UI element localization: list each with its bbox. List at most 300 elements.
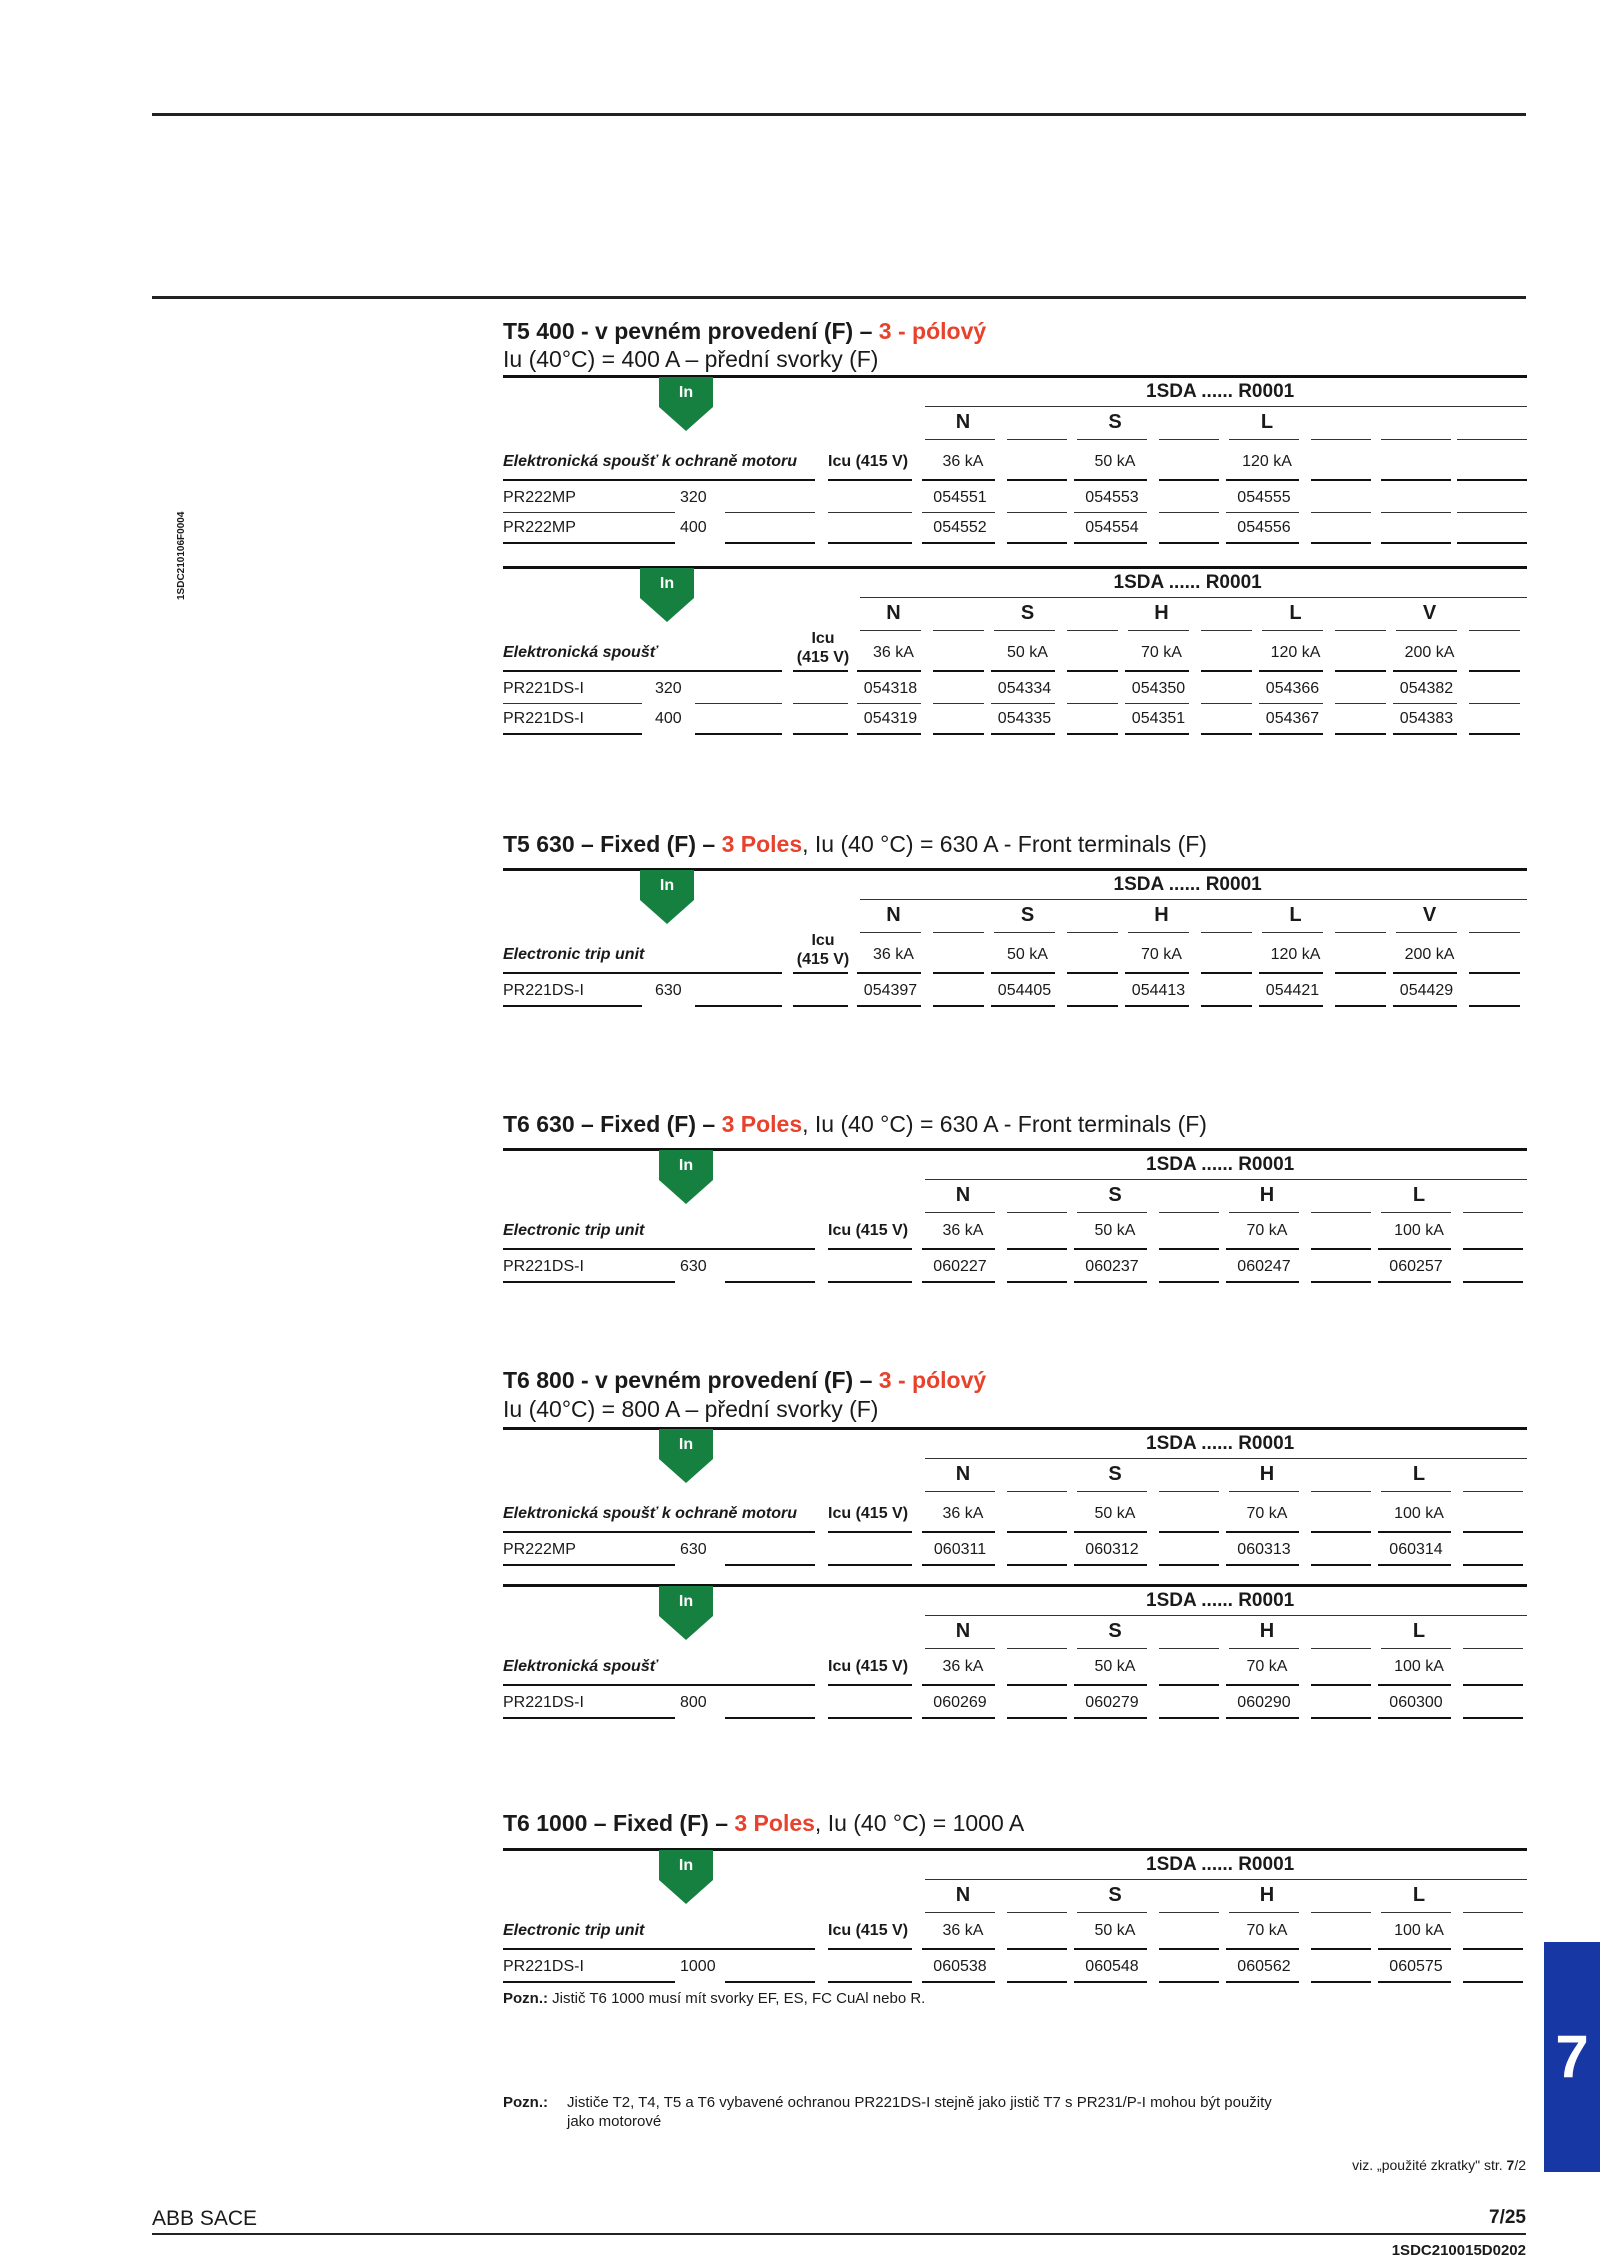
title-poles: 3 - pólový [878,318,987,344]
grid-line [1077,439,1147,440]
row-rule [1007,1281,1067,1283]
order-code: 060247 [1237,1258,1291,1275]
row-rule [1463,1948,1523,1950]
row-rule [828,1531,912,1533]
order-code-header: 1SDA ...... R0001 [1146,1854,1295,1875]
row-rule [922,479,995,481]
row-rule [1074,542,1147,544]
in-badge-label: In [678,1436,694,1453]
row-rule [503,1281,675,1283]
grid-line [922,512,995,513]
grid-line [1463,1648,1523,1649]
order-code: 060575 [1389,1958,1443,1975]
row-rule [1335,733,1386,735]
grid-line [1262,932,1323,933]
order-code-header: 1SDA ...... R0001 [1146,1154,1295,1175]
row-rule [1074,1564,1147,1566]
t6-800-title [503,1367,986,1394]
trip-unit-label: Electronic trip unit [503,1222,645,1239]
grid-line [1311,439,1371,440]
row-rule [1201,972,1252,974]
row-rule [1311,1281,1371,1283]
breaking-capacity: 36 kA [942,453,984,470]
row-rule [1226,1531,1299,1533]
grid-line [860,899,1527,900]
grid-line [860,630,921,631]
grid-line [1067,703,1118,704]
column-header-s: S [1108,1620,1122,1642]
grid-line [857,703,921,704]
breaking-capacity: 36 kA [873,644,914,661]
row-rule [1393,733,1457,735]
grid-line [1128,932,1189,933]
order-code-header: 1SDA ...... R0001 [1113,572,1262,593]
grid-line [925,1648,995,1649]
row-rule [828,1281,912,1283]
breaking-capacity: 70 kA [1246,1505,1288,1522]
row-rule [503,1531,815,1533]
grid-line [925,1491,995,1492]
row-rule [933,733,984,735]
grid-line [1229,1648,1299,1649]
order-code: 054552 [933,519,987,536]
row-rule [991,670,1055,672]
row-rule [1007,1531,1067,1533]
grid-line [994,932,1055,933]
row-rule [933,670,984,672]
in-badge-label: In [678,1857,694,1874]
row-rule [1159,1981,1219,1983]
grid-line [1077,1648,1147,1649]
section-rule [152,296,1526,299]
order-code: 054555 [1237,489,1291,506]
row-rule [1125,1005,1189,1007]
grid-line [933,932,984,933]
row-rule [1311,1948,1371,1950]
row-rule [1469,972,1520,974]
row-rule [1007,1564,1067,1566]
t5-400-title [503,318,986,345]
order-code: 060237 [1085,1258,1139,1275]
order-code: 054334 [997,680,1052,697]
order-code: 054351 [1131,710,1186,727]
row-rule [1457,479,1527,481]
order-code: 060311 [933,1541,987,1558]
grid-line [994,630,1055,631]
order-code-header: 1SDA ...... R0001 [1146,1433,1295,1454]
column-header-s: S [1020,602,1035,624]
row-rule [503,1684,815,1686]
order-code: 054383 [1399,710,1454,727]
column-header-n: N [886,904,901,926]
row-rule [503,542,675,544]
abbreviations-reference [1352,2157,1526,2173]
in-badge [659,1850,713,1896]
row-rule [1378,1564,1451,1566]
grid-line [1396,932,1457,933]
order-code: 054421 [1265,982,1320,999]
viz-page: 7 [1506,2157,1515,2173]
title-poles: 3 Poles [721,1111,803,1137]
row-rule [1201,670,1252,672]
title-text: T5 400 - v pevném provedení (F) – [503,318,879,344]
bottom-note [503,2094,548,2111]
row-rule [1159,542,1219,544]
row-rule [1463,1281,1523,1283]
row-rule [1311,1564,1371,1566]
trip-unit-name: PR222MP [503,519,576,536]
grid-line [1381,1491,1451,1492]
trip-unit-label: Elektronická spoušť [503,1658,658,1675]
row-rule [1463,1684,1523,1686]
row-rule [1159,1248,1219,1250]
column-header-l: L [1260,411,1274,433]
rated-current: 320 [680,489,707,506]
grid-line [860,597,1527,598]
top-rule [152,113,1526,116]
row-rule [1067,1005,1118,1007]
trip-unit-name: PR222MP [503,1541,576,1558]
grid-line [1381,1648,1451,1649]
grid-line [1007,512,1067,513]
rated-current: 630 [680,1541,707,1558]
row-rule [1393,1005,1457,1007]
row-rule [1393,972,1457,974]
t6-800-subtitle: Iu (40°C) = 800 A – přední svorky (F) [503,1396,879,1422]
grid-line [1007,439,1067,440]
breaking-capacity: 36 kA [942,1505,984,1522]
breaking-capacity: 100 kA [1394,1222,1444,1239]
rated-current: 320 [655,680,682,697]
breaking-capacity: 100 kA [1394,1922,1444,1939]
row-rule [695,733,782,735]
grid-line [1159,1212,1219,1213]
row-rule [725,1281,815,1283]
row-rule [793,670,848,672]
column-header-n: N [886,602,901,624]
icu-label-line2: (415 V) [796,649,850,666]
column-header-h: H [1259,1463,1275,1485]
grid-line [1229,1912,1299,1913]
row-rule [1007,1717,1067,1719]
row-rule [1463,1531,1523,1533]
order-code: 054554 [1085,519,1139,536]
grid-line [1201,703,1252,704]
trip-unit-name: PR221DS-I [503,680,584,697]
grid-line [1159,439,1219,440]
title-poles: 3 Poles [721,831,803,857]
grid-line [503,703,642,704]
grid-line [925,1615,1527,1616]
chapter-number: 7 [1555,2023,1589,2090]
column-header-l: L [1289,602,1302,624]
grid-line [1007,1491,1067,1492]
footer-page-number: 7/25 [1489,2207,1526,2228]
row-rule [1378,1531,1451,1533]
grid-line [1077,1212,1147,1213]
title-rest: , Iu (40 °C) = 630 A - Front terminals (F) [802,831,1207,857]
in-badge [659,377,713,423]
row-rule [1159,1948,1219,1950]
row-rule [1311,479,1371,481]
in-badge [659,1150,713,1196]
grid-line [1381,439,1451,440]
row-rule [933,972,984,974]
order-code: 054367 [1265,710,1320,727]
note-label: Pozn.: [503,1990,548,2007]
row-rule [503,479,815,481]
row-rule [828,1684,912,1686]
breaking-capacity: 36 kA [942,1658,984,1675]
grid-line [725,512,815,513]
row-rule [1226,1948,1299,1950]
breaking-capacity: 120 kA [1270,946,1321,963]
chapter-tab[interactable] [1544,1942,1600,2172]
grid-line [1311,1648,1371,1649]
trip-unit-label: Electronic trip unit [503,946,645,963]
grid-line [503,512,675,513]
in-badge [640,870,694,916]
row-rule [828,1717,912,1719]
grid-line [925,1458,1527,1459]
column-header-h: H [1154,904,1169,926]
row-rule [1074,1684,1147,1686]
in-badge [659,1429,713,1475]
column-header-n: N [955,1184,971,1206]
breaking-capacity: 200 kA [1404,946,1455,963]
row-rule [1381,542,1451,544]
row-rule [1378,1948,1451,1950]
breaking-capacity: 120 kA [1242,453,1292,470]
grid-line [1074,512,1147,513]
order-code-header: 1SDA ...... R0001 [1113,874,1262,895]
row-rule [1463,1717,1523,1719]
row-rule [1311,1981,1371,1983]
row-rule [503,972,782,974]
row-rule [725,1564,815,1566]
row-rule [1159,479,1219,481]
order-code: 060562 [1237,1958,1291,1975]
row-rule [1226,1564,1299,1566]
row-rule [1074,479,1147,481]
icu-label: Icu (415 V) [828,1922,909,1939]
grid-line [1457,439,1527,440]
row-rule [1226,1981,1299,1983]
row-rule [695,1005,782,1007]
row-rule [1378,1248,1451,1250]
breaking-capacity: 100 kA [1394,1505,1444,1522]
grid-line [1159,512,1219,513]
row-rule [1007,1948,1067,1950]
row-rule [793,1005,848,1007]
grid-line [1463,1212,1523,1213]
breaking-capacity: 50 kA [1007,644,1048,661]
trip-unit-name: PR221DS-I [503,710,584,727]
breaking-capacity: 70 kA [1141,644,1182,661]
grid-line [933,703,984,704]
row-rule [1067,733,1118,735]
trip-unit-label: Elektronická spoušť k ochraně motoru [503,1505,797,1522]
grid-line [1226,512,1299,513]
grid-line [1229,439,1299,440]
in-badge [659,1586,713,1632]
grid-line [1067,630,1118,631]
row-rule [1226,1717,1299,1719]
row-rule [1074,1948,1147,1950]
row-rule [1469,733,1520,735]
row-rule [1311,1684,1371,1686]
row-rule [503,670,782,672]
grid-line [1259,703,1323,704]
grid-line [1463,1491,1523,1492]
grid-line [1469,630,1520,631]
column-header-s: S [1020,904,1035,926]
grid-line [828,512,912,513]
row-rule [1201,733,1252,735]
row-rule [1074,1717,1147,1719]
order-code: 054551 [933,489,987,506]
column-header-h: H [1259,1184,1275,1206]
breaking-capacity: 50 kA [1094,1505,1136,1522]
column-header-h: H [1154,602,1169,624]
row-rule [828,1948,912,1950]
grid-line [925,1912,995,1913]
row-rule [1159,1717,1219,1719]
column-header-l: L [1412,1620,1426,1642]
t5-400-subtitle: Iu (40°C) = 400 A – přední svorky (F) [503,346,879,372]
order-code: 060313 [1237,1541,1291,1558]
breaking-capacity: 70 kA [1141,946,1182,963]
row-rule [725,542,815,544]
breaking-capacity: 120 kA [1270,644,1321,661]
row-rule [1226,1248,1299,1250]
trip-unit-name: PR221DS-I [503,1958,584,1975]
row-rule [1074,1281,1147,1283]
row-rule [1159,1684,1219,1686]
row-rule [1007,1248,1067,1250]
column-header-s: S [1108,1463,1122,1485]
order-code: 054335 [997,710,1052,727]
icu-label: Icu (415 V) [828,1505,909,1522]
order-code: 054366 [1265,680,1320,697]
row-rule [725,1981,815,1983]
note-label: Pozn.: [503,2094,548,2111]
row-rule [1226,1281,1299,1283]
t6-1000-title [503,1810,1024,1837]
grid-line [1469,703,1520,704]
row-rule [922,1281,995,1283]
note-text: Jistič T6 1000 musí mít svorky EF, ES, FC CuAl nebo R. [548,1990,926,2007]
row-rule [828,1981,912,1983]
breaking-capacity: 70 kA [1246,1658,1288,1675]
row-rule [1378,1717,1451,1719]
row-rule [503,1248,815,1250]
t5-630-title [503,831,1207,858]
grid-line [1159,1491,1219,1492]
grid-line [933,630,984,631]
order-code: 054318 [863,680,918,697]
breaking-capacity: 50 kA [1094,1222,1136,1239]
row-rule [1074,1981,1147,1983]
icu-label-line1: Icu [811,630,835,647]
row-rule [1463,1564,1523,1566]
row-rule [1007,1981,1067,1983]
row-rule [828,1564,912,1566]
grid-line [1463,1912,1523,1913]
grid-line [1311,1912,1371,1913]
grid-line [1381,1912,1451,1913]
grid-line [1311,1212,1371,1213]
row-rule [1469,1005,1520,1007]
column-header-l: L [1412,1884,1426,1906]
breaking-capacity: 36 kA [942,1922,984,1939]
title-rest: , Iu (40 °C) = 630 A - Front terminals (F) [802,1111,1207,1137]
row-rule [857,972,921,974]
row-rule [1125,972,1189,974]
icu-label-line2: (415 V) [796,951,850,968]
viz-suffix: /2 [1514,2157,1526,2173]
in-badge-label: In [678,384,694,401]
table-top-rule [503,375,1527,378]
icu-label: Icu (415 V) [828,1222,909,1239]
grid-line [1262,630,1323,631]
column-header-h: H [1259,1620,1275,1642]
title-poles: 3 - pólový [878,1367,987,1393]
order-code: 060269 [933,1694,987,1711]
grid-line [1007,1648,1067,1649]
row-rule [828,1248,912,1250]
row-rule [1259,972,1323,974]
column-header-v: V [1422,602,1437,624]
grid-line [925,1879,1527,1880]
row-rule [1335,972,1386,974]
row-rule [1311,542,1371,544]
grid-line [793,703,848,704]
in-badge-label: In [678,1157,694,1174]
grid-line [1201,630,1252,631]
bottom-note-line2: jako motorové [567,2113,662,2130]
row-rule [1463,1248,1523,1250]
row-rule [1469,670,1520,672]
row-rule [1007,1684,1067,1686]
row-rule [922,1531,995,1533]
column-header-n: N [955,1620,971,1642]
row-rule [793,972,848,974]
breaking-capacity: 70 kA [1246,1922,1288,1939]
viz-text: viz. „použité zkratky" str. [1352,2157,1507,2173]
grid-line [1457,512,1527,513]
row-rule [922,1981,995,1983]
row-rule [1311,1248,1371,1250]
title-text: T6 1000 – Fixed (F) – [503,1810,735,1836]
grid-line [1381,1212,1451,1213]
column-header-n: N [955,1463,971,1485]
grid-line [1393,703,1457,704]
row-rule [1311,1531,1371,1533]
bottom-note-line1: Jističe T2, T4, T5 a T6 vybavené ochranou PR221DS-I stejně jako jistič T7 s PR231/P-I mohou být použity [567,2094,1272,2111]
order-code: 060538 [933,1958,987,1975]
breaking-capacity: 50 kA [1007,946,1048,963]
order-code: 060279 [1085,1694,1139,1711]
column-header-h: H [1259,1884,1275,1906]
rated-current: 400 [680,519,707,536]
trip-unit-label: Elektronická spoušť k ochraně motoru [503,453,797,470]
grid-line [1159,1912,1219,1913]
order-code: 054413 [1131,982,1186,999]
row-rule [991,1005,1055,1007]
trip-unit-name: PR221DS-I [503,982,584,999]
row-rule [857,1005,921,1007]
